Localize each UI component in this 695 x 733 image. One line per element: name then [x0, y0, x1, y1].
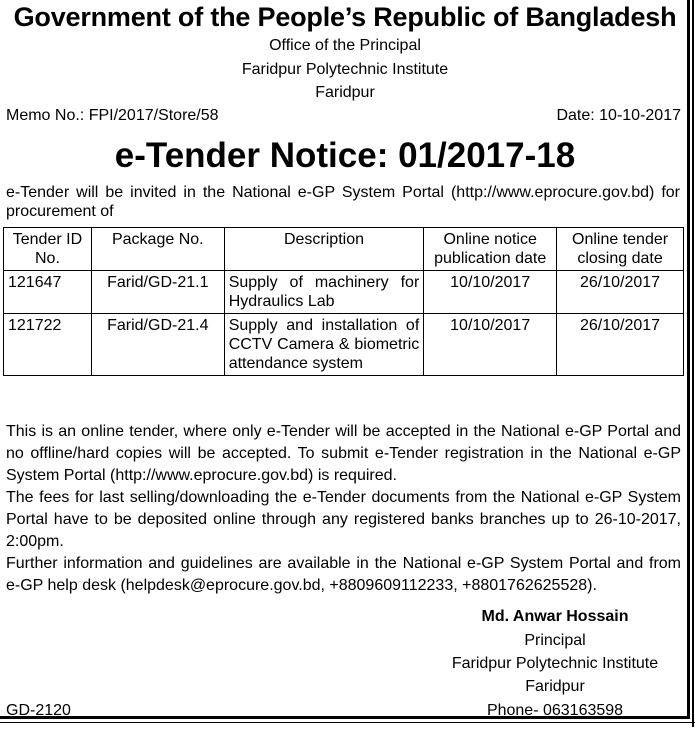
paragraph-fees: The fees for last selling/downloading the e-Tender documents from the National e-GP System Portal have to be deposited online through any registered banks branches up to 26-10-2017, 2:00pm.: [6, 489, 681, 550]
signatory-phone: Phone- 063163598: [486, 702, 624, 719]
table-row: [4, 314, 684, 376]
memo-number: Memo No.: FPI/2017/Store/58: [6, 107, 219, 124]
package-no: Farid/GD-21.4: [91, 314, 224, 376]
body-text: [6, 421, 681, 597]
office-line: Office of the Principal: [269, 37, 421, 54]
tender-id: 121647: [4, 271, 92, 314]
header-closing-date: Online tender closing date: [557, 228, 684, 271]
signatory-designation: Principal: [524, 632, 586, 649]
signatory-institute: Faridpur Polytechnic Institute: [451, 655, 659, 672]
publication-date: 10/10/2017: [424, 271, 557, 314]
publication-date: 10/10/2017: [424, 314, 557, 376]
header-package: Package No.: [91, 228, 224, 271]
signatory-name: Md. Anwar Hossain: [481, 608, 629, 625]
package-no: Farid/GD-21.1: [91, 271, 224, 314]
header-tender-id: Tender ID No.: [4, 228, 92, 271]
government-title: Government of the People’s Republic of Bangladesh: [13, 2, 677, 32]
closing-date: 26/10/2017: [557, 314, 684, 376]
tender-id: 121722: [4, 314, 92, 376]
gd-code: GD-2120: [6, 702, 71, 719]
institute-line: Faridpur Polytechnic Institute: [241, 61, 449, 78]
header-description: Description: [224, 228, 424, 271]
header-publication-date: Online notice publication date: [424, 228, 557, 271]
intro-text: e-Tender will be invited in the National e-GP System Portal (http://www.eprocure.gov.bd) for procurement of: [6, 184, 680, 220]
city-line: Faridpur: [315, 84, 375, 101]
paragraph-online-tender: This is an online tender, where only e-Tender will be accepted in the National e-GP Portal and no offline/hard copies will be accepted. To submit e-Tender registration in the National e-GP System Portal (http://www.eprocure.gov.bd) is required.: [6, 423, 681, 484]
paragraph-further-info: Further information and guidelines are available in the National e-GP System Portal and from e-GP help desk (helpdesk@eprocure.gov.bd, +8809609112233, +8801762625528).: [6, 555, 681, 594]
notice-title: e-Tender Notice: 01/2017-18: [114, 136, 576, 175]
notice-date: Date: 10-10-2017: [556, 107, 681, 124]
description: Supply of machinery for Hydraulics Lab: [224, 271, 424, 314]
table-row: [4, 271, 684, 314]
table-header-row: [4, 228, 684, 271]
frame-edge-bottom: [0, 722, 695, 727]
tender-table: [3, 227, 684, 376]
closing-date: 26/10/2017: [557, 271, 684, 314]
frame-edge-right: [692, 0, 694, 727]
signatory-city: Faridpur: [525, 678, 585, 695]
description: Supply and installation of CCTV Camera & biometric attendance system: [224, 314, 424, 376]
